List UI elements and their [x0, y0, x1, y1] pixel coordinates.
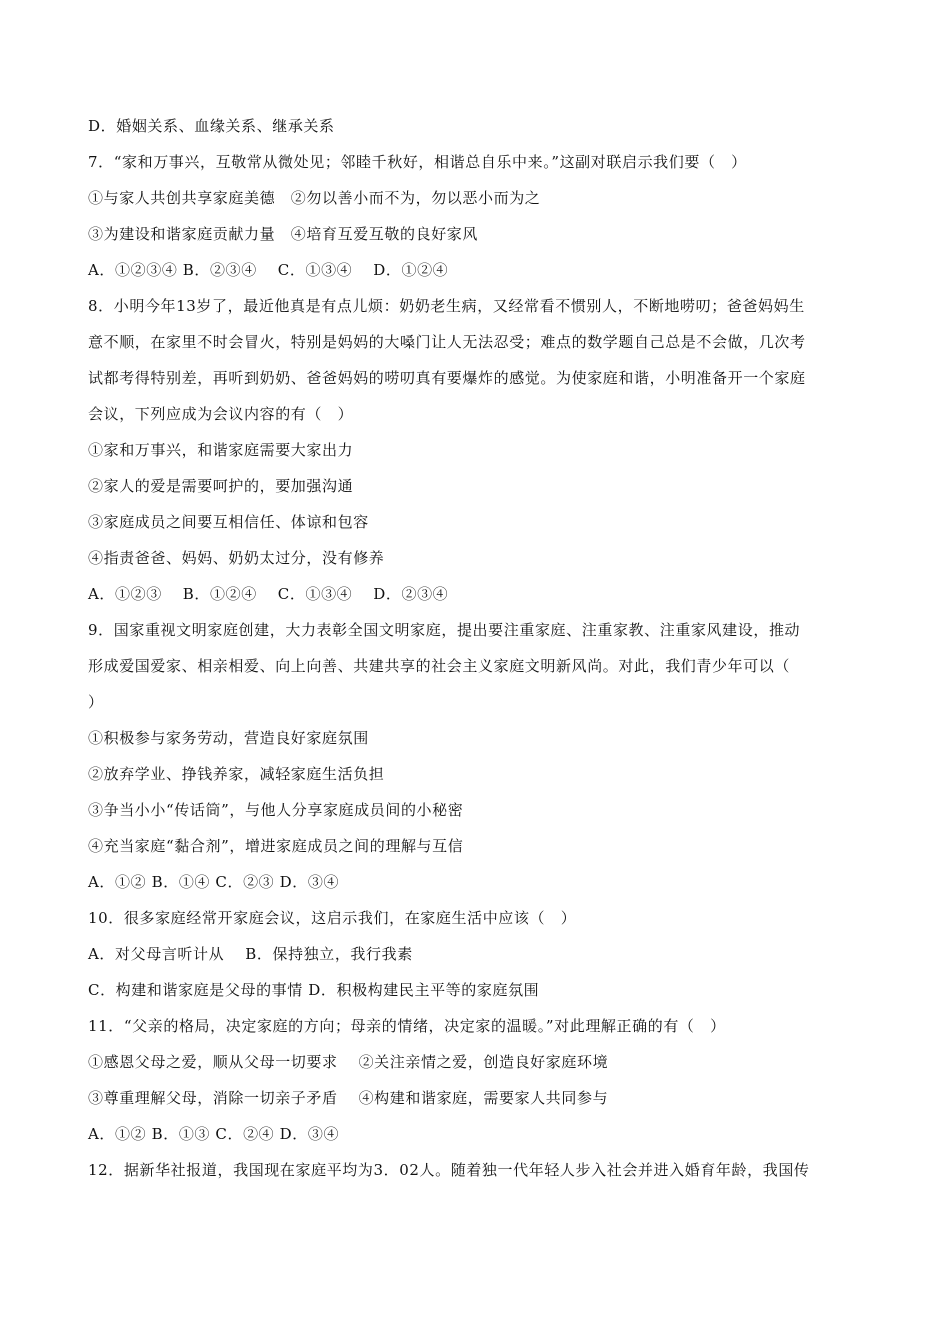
question-7-stem: 7．“家和万事兴，互敬常从微处见；邻睦千秋好，相谐总自乐中来。”这副对联启示我们要（ ）: [88, 153, 747, 171]
statement-line: ③为建设和谐家庭贡献力量 ④培育互爱互敬的良好家风: [88, 225, 479, 243]
question-9-stem-cont: ）: [88, 693, 104, 711]
question-8-stem-cont: 会议，下列应成为会议内容的有（ ）: [88, 405, 354, 423]
question-8-stem: 8．小明今年13岁了，最近他真是有点儿烦：奶奶老生病，又经常看不惯别人，不断地唠叨；爸爸妈妈生: [88, 297, 805, 315]
statement-line: ②家人的爱是需要呵护的，要加强沟通: [88, 477, 354, 495]
statement-line: ①与家人共创共享家庭美德 ②勿以善小而不为，勿以恶小而为之: [88, 189, 541, 207]
answer-options: A．对父母言听计从 B．保持独立，我行我素: [88, 945, 413, 963]
question-11-stem: 11．“父亲的格局，决定家庭的方向；母亲的情绪，决定家的温暖。”对此理解正确的有（ ）: [88, 1017, 726, 1035]
question-10-stem: 10．很多家庭经常开家庭会议，这启示我们，在家庭生活中应该（ ）: [88, 909, 577, 927]
answer-options: A．①②③ B．①②④ C．①③④ D．②③④: [88, 585, 449, 603]
question-8-stem-cont: 意不顺，在家里不时会冒火，特别是妈妈的大嗓门让人无法忍受；难点的数学题自己总是不会做，几次考: [88, 333, 806, 351]
statement-line: ①家和万事兴，和谐家庭需要大家出力: [88, 441, 354, 459]
statement-line: ③争当小小“传话筒”，与他人分享家庭成员间的小秘密: [88, 801, 464, 819]
statement-line: ①感恩父母之爱，顺从父母一切要求 ②关注亲情之爱，创造良好家庭环境: [88, 1053, 609, 1071]
option-line: D．婚姻关系、血缘关系、继承关系: [88, 117, 335, 135]
question-9-stem: 9．国家重视文明家庭创建，大力表彰全国文明家庭，提出要注重家庭、注重家教、注重家风建设，推动: [88, 621, 801, 639]
statement-line: ②放弃学业、挣钱养家，减轻家庭生活负担: [88, 765, 385, 783]
statement-line: ①积极参与家务劳动，营造良好家庭氛围: [88, 729, 369, 747]
statement-line: ④指责爸爸、妈妈、奶奶太过分，没有修养: [88, 549, 385, 567]
answer-options: A．①② B．①④ C．②③ D．③④: [88, 873, 340, 891]
statement-line: ③尊重理解父母，消除一切亲子矛盾 ④构建和谐家庭，需要家人共同参与: [88, 1089, 609, 1107]
statement-line: ④充当家庭“黏合剂”，增进家庭成员之间的理解与互信: [88, 837, 464, 855]
answer-options: A．①②③④ B．②③④ C．①③④ D．①②④: [88, 261, 449, 279]
statement-line: ③家庭成员之间要互相信任、体谅和包容: [88, 513, 369, 531]
question-8-stem-cont: 试都考得特别差，再听到奶奶、爸爸妈妈的唠叨真有要爆炸的感觉。为使家庭和谐，小明准备开一个家庭: [88, 369, 806, 387]
question-text-block: [88, 108, 868, 1188]
question-9-stem-cont: 形成爱国爱家、相亲相爱、向上向善、共建共享的社会主义家庭文明新风尚。对此，我们青少年可以（: [88, 657, 791, 675]
question-12-stem: 12．据新华社报道，我国现在家庭平均为3．02人。随着独一代年轻人步入社会并进入婚育年龄，我国传: [88, 1161, 810, 1179]
answer-options: C．构建和谐家庭是父母的事情 D．积极构建民主平等的家庭氛围: [88, 981, 540, 999]
answer-options: A．①② B．①③ C．②④ D．③④: [88, 1125, 340, 1143]
